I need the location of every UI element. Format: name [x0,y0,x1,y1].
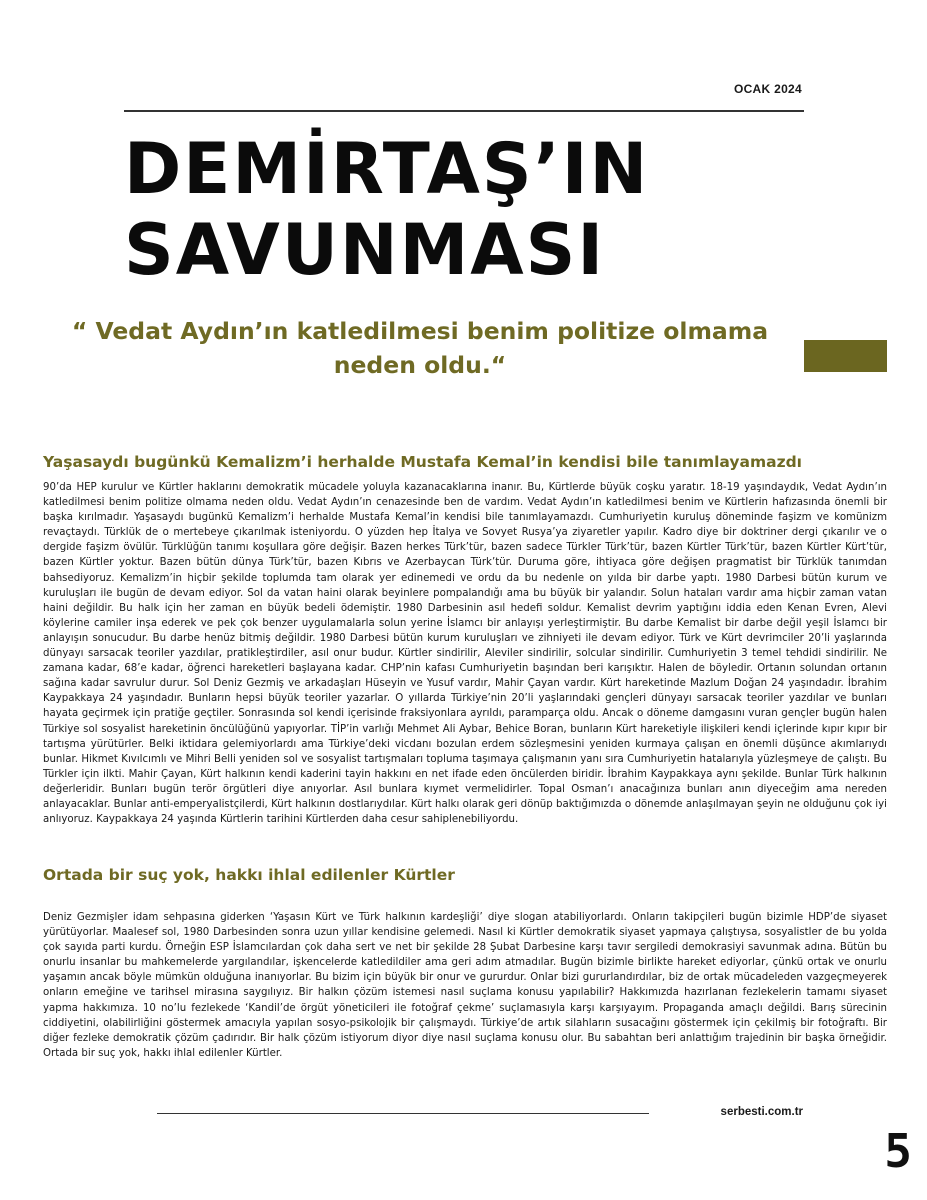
section-body-2: Deniz Gezmişler idam sehpasına giderken ‘Yaşasın Kürt ve Türk halkının kardeşliği’ diye slogan atabiliyorlardı. Onların takipçileri bugün bizimle HDP’de siyaset yürütüyorlar. Maalesef sol, 1980 Darbesinden sonra uzun yıllar kendisine gelemedi. Nasıl ki Kürtler demokratik siyaset yapmaya çalıştıysa, sosyalistler de bu yolda çok sayıda parti kurdu. Örneğin ESP İslamcılardan çok daha sert ve net bir şekilde 28 Şubat Darbesine karşı tavır sergiledi demokrasiyi savunmak adına. Bütün bu onurlu insanlar bu mahkemelerde yargılandılar, işkencelerde katledildiler ama geri adım atmadılar. Bugün bizimle birlikte hareket ediyorlar, çünkü ortak ve onurlu yaşamın ancak böyle mümkün olduğuna inanıyorlar. Bu bizim için büyük bir onur ve gururdur. Onlar bizi gururlandırdılar, biz de ortak mücadeleden vazgeçmeyerek onların emeğine ve tarihsel mirasına saygılıyız. Bir halkın çözüm istemesi nasıl suçlama konusu yapılabilir? Hakkımızda hazırlanan fezlekelerin tamamı siyaset yapma hakkımıza. 10 no’lu fezlekede ‘Kandil’de örgüt yöneticileri ile fotoğraf çekme’ suçlamasıyla karşı karşıyayım. Propaganda amaçlı değildi. Barış sürecinin ciddiyetini, olabilirliğini göstermek amacıyla yapılan sosyo-psikolojik bir çalışmaydı. Türkiye’de artık silahların susacağını göstermek için çekilmiş bir fotoğraftı. Bir diğer fezleke demokratik çözüm çadırıdır. Bir halk çözüm istiyorum diyor diye nasıl suçlama konusu olur. Bu sabahtan beri anlattığım trajedinin bir başka örneğidir. Ortada bir suç yok, hakkı ihlal edilenler Kürtler. [43,912,887,1059]
accent-block [804,340,887,372]
issue-date: OCAK 2024 [733,82,802,96]
site-url: serbesti.com.tr [720,1106,803,1118]
article-title [124,130,927,291]
section-heading-2: Ortada bir suç yok, hakkı ihlal edilenler Kürtler [43,866,455,884]
section-heading-1: Yaşasaydı bugünkü Kemalizm’i herhalde Mustafa Kemal’in kendisi bile tanımlayamazdı [43,453,802,471]
pull-quote: “ Vedat Aydın’ın katledilmesi benim politize olmama neden oldu.“ [71,317,769,380]
bottom-divider [157,1113,649,1114]
page-number: 5 [884,1124,912,1178]
article-title-text: DEMİRTAŞ’IN SAVUNMASI [124,128,650,292]
section-body-1: 90’da HEP kurulur ve Kürtler haklarını demokratik mücadele yoluyla kazanacaklarına inanır. Bu, Kürtlerde büyük coşku yaratır. 18-19 yaşındaydık, Vedat Aydın’ın katledilmesi benim politize olmama neden oldu. Vedat Aydın’ın cenazesinde ben de vardım. Vedat Aydın’ın katledilmesi benim ve Kürtlerin hafızasında önemli bir başka kırılmadır. Yaşasaydı bugünkü Kemalizm’i herhalde Mustafa Kemal’in kendisi bile tanımlayamazdı. Cumhuriyetin kuruluş döneminde faşizm ve komünizm revaçtaydı. Türklük de o mertebeye çıkarılmak isteniyordu. O yüzden hep İtalya ve Sovyet Rusya’ya ziyaretler yapılır. Kadro diye bir doktriner dergi çıkarılır ve o dergide faşizm övülür. Türklüğün tanımı koşullara göre değişir. Bazen herkes Türk’tür, bazen sadece Türkler Türk’tür, bazen Kürtler Türk’tür, bazen Kürtler Kürt’tür, bazen Kürtler yoktur. Bazen bütün dünya Türk’tür, bazen Kıbrıs ve Azerbaycan Türk’tür. Duruma göre, ihtiyaca göre değişen pragmatist bir Türklük tanımdan bahsediyoruz. Kemalizm’in hiçbir şekilde toplumda tam olarak yer edinemedi ve ordu da bu nedenle on yılda bir darbe yaptı. 1980 Darbesi bütün kurum ve kuruluşları ile bugün de devam ediyor. Sol da vatan haini olarak beyinlere pompalandığı ama bu büyük bir yalandır. Solun hataları vardır ama hiçbir zaman vatan haini değildir. Bu halk için her zaman en büyük bedeli ödemiştir. 1980 Darbesinin asıl hedefi soldur. Kemalist devrim yaptığını iddia eden Kenan Evren, Alevi köylerine camiler inşa ederek ve pek çok benzer uygulamalarla solun yerine İslamcı bir anlayışı yerleştirmiştir. Bu darbe Kemalist bir darbe değil yeşil İslamcı bir anlayışın sonucudur. Bu darbe henüz bitmiş değildir. 1980 Darbesi bütün kurum kuruluşları ve zihniyeti ile devam ediyor. Türk ve Kürt devrimciler 20’li yaşlarında dünyayı sarsacak teoriler yazdılar, pratikleştirdiler, asıl onur budur. Kürtler sindirilir, Aleviler sindirilir, solcular sindirilir. Cumhuriyetin 3 temel tehdidi sindirilir. Ne zamana kadar, 68’e kadar, öğrenci hareketleri başlayana kadar. CHP’nin kafası Cumhuriyetin başından beri karışıktır. Halen de böyledir. Ortanın solundan ortanın sağına kadar savrulur durur. Sol Deniz Gezmiş ve arkadaşları Hüseyin ve Yusuf vardır, Mahir Çayan vardır. Kürt hareketinde Mazlum Doğan 24 yaşındadır. İbrahim Kaypakkaya 24 yaşındadır. Bunların hepsi büyük teoriler yazarlar. O yıllarda Türkiye’nin 20’li yaşlarındaki gençleri dünyayı sarsacak teoriler yazdılar ve bunları hayata geçirmek için pratiğe geçtiler. Sonrasında sol kendi içerisinde fraksiyonlara ayrıldı, paramparça oldu. Ancak o döneme damgasını vuran gençler bugün halen Türkiye sol sosyalist hareketinin öncülüğünü yapıyorlar. TİP’in varlığı Mehmet Ali Aybar, Behice Boran, bunların Kürt hareketiyle ilişkileri kendi içlerinde kıpır kıpır bir tartışma yürütürler. Belki iktidara gelemiyorlardı ama Türkiye’deki vicdanı bozulan erdem sözleşmesini yeniden kurmaya çalışan en önemli düşünce akımlarıydı bunlar. Hikmet Kıvılcımlı ve Mihri Belli yeniden sol ve sosyalist tartışmaları topluma taşımaya çalışmanın yanı sıra Cumhuriyetin hatalarıyla yüzleşmeye de çalıştı. Bu Türkler için ilkti. Mahir Çayan, Kürt halkının kendi kaderini tayin hakkını en net ifade eden öncülerden biridir. İbrahim Kaypakkaya aynı şekilde. Bunlar Türk halkının değerleridir. Bunları bugün terör örgütleri diye anıyorlar. Asıl bunlara kıymet vermelidirler. Topal Osman’ı anacağınıza bunları anın diyeceğim ama nereden anlayacaklar. Bunlar anti-emperyalistçilerdi, Kürt halkının dostlarıydılar. Kürt halkı olarak geri dönüp baktığımızda o dönemde anlaşılmayan şeyin ne olduğunu çok iyi anlıyoruz. Kaypakkaya 24 yaşında Kürtlerin tarihini Kürtlerden daha cesur sahiplenebiliyordu. [43,482,887,826]
top-divider [124,110,804,112]
